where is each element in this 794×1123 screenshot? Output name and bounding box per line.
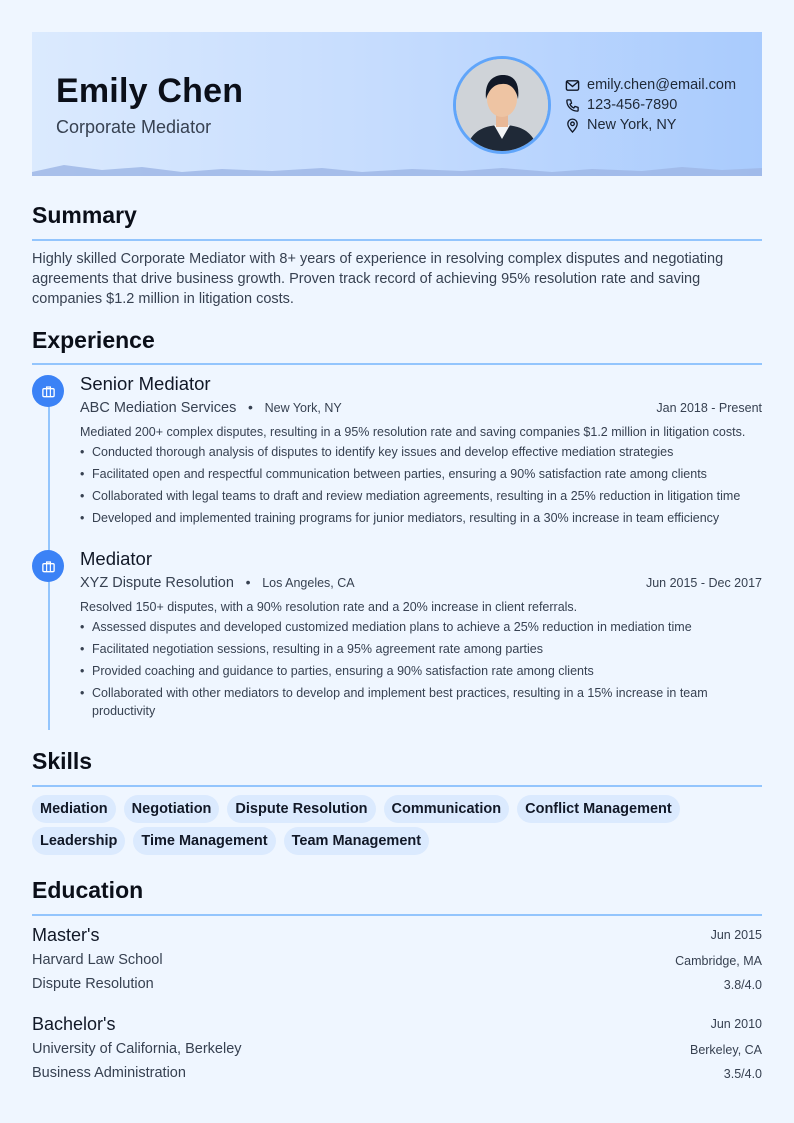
education-field-row (32, 1064, 762, 1088)
skill-tag: Conflict Management (517, 795, 680, 823)
experience-heading: Experience (32, 327, 155, 353)
job-dates: Jun 2015 - Dec 2017 (645, 576, 762, 590)
skills-divider (32, 785, 762, 787)
job-icon (32, 550, 64, 582)
location-pin-icon (565, 118, 580, 133)
contact-location (565, 115, 736, 135)
avatar (453, 56, 551, 154)
skills-list (32, 795, 762, 855)
contact-email-text: emily.chen@email.com (587, 77, 737, 93)
contact-email[interactable] (565, 75, 736, 95)
job-bullet: • Conducted thorough analysis of disputes to identify key issues and develop effective mediation strategies (80, 443, 762, 461)
contact-phone-text: 123-456-7890 (587, 97, 678, 113)
education-school: University of California, Berkeley (32, 1041, 242, 1057)
job-location: Los Angeles, CA (262, 576, 355, 590)
education-school-row (32, 951, 762, 975)
summary-heading: Summary (32, 202, 137, 228)
education-divider (32, 914, 762, 916)
job-title: Senior Mediator (80, 373, 211, 394)
meta-separator: • (240, 399, 261, 415)
education-heading: Education (32, 877, 144, 903)
education-date: Jun 2015 (710, 928, 762, 942)
job-description: Mediated 200+ complex disputes, resulting in a 95% resolution rate and saving companies $1.2 million in litigation costs. (80, 425, 746, 439)
job-body (80, 373, 762, 531)
profile-photo (456, 59, 548, 151)
header-wave-decoration (32, 160, 762, 176)
briefcase-icon (41, 559, 56, 574)
job-bullet: • Provided coaching and guidance to parties, ensuring a 90% satisfaction rate among clients (80, 662, 762, 680)
education-school-row (32, 1040, 762, 1064)
candidate-name: Emily Chen (56, 72, 244, 110)
job-meta (80, 399, 762, 421)
job-bullet: • Facilitated open and respectful communication between parties, ensuring a 90% satisfaction rate among clients (80, 465, 762, 483)
contact-phone[interactable] (565, 95, 736, 115)
education-date: Jun 2010 (710, 1017, 762, 1031)
skill-tag: Team Management (284, 827, 429, 855)
job-bullet: • Facilitated negotiation sessions, resulting in a 95% agreement rate among parties (80, 640, 762, 658)
job-location: New York, NY (264, 401, 342, 415)
skill-tag: Negotiation (124, 795, 220, 823)
education-school: Harvard Law School (32, 952, 163, 968)
job-bullet: • Collaborated with legal teams to draft and review mediation agreements, resulting in a 25% reduction in litigation time (80, 487, 762, 505)
job-bullet: • Collaborated with other mediators to develop and implement best practices, resulting in a 15% increase in team productivity (80, 684, 762, 720)
skill-tag: Mediation (32, 795, 116, 823)
skills-heading: Skills (32, 748, 93, 774)
experience-divider (32, 363, 762, 365)
meta-separator: • (237, 574, 259, 590)
education-field-row (32, 975, 762, 999)
contact-location-text: New York, NY (587, 117, 677, 133)
skill-tag: Leadership (32, 827, 125, 855)
briefcase-icon (41, 384, 56, 399)
summary-divider (32, 239, 762, 241)
education-location: Berkeley, CA (689, 1043, 762, 1057)
education-field: Business Administration (32, 1065, 186, 1081)
resume-page (32, 32, 762, 1081)
skill-tag: Dispute Resolution (227, 795, 375, 823)
skill-tag: Communication (384, 795, 510, 823)
job-company: XYZ Dispute Resolution (80, 575, 234, 591)
phone-icon (565, 98, 580, 113)
job-bullet: • Developed and implemented training programs for junior mediators, resulting in a 30% increase in team efficiency (80, 509, 762, 527)
education-entry (32, 1014, 762, 1088)
job-body (80, 548, 762, 724)
job-meta (80, 574, 762, 596)
contact-list (565, 75, 736, 135)
job-dates: Jan 2018 - Present (656, 401, 762, 415)
education-gpa: 3.8/4.0 (723, 978, 762, 992)
education-degree: Bachelor's (32, 1014, 116, 1034)
resume-header (32, 32, 762, 176)
mail-icon (565, 78, 580, 93)
job-bullets (80, 618, 762, 720)
education-location: Cambridge, MA (675, 954, 762, 968)
job-company: ABC Mediation Services (80, 400, 237, 416)
job-description: Resolved 150+ disputes, with a 90% resolution rate and a 20% increase in client referrals. (80, 600, 578, 614)
education-degree: Master's (32, 925, 100, 945)
summary-text: Highly skilled Corporate Mediator with 8+ years of experience in resolving complex disputes and negotiating agreements that drive business growth. Proven track record of achieving 95% resolution rate and saving companies $1.2 million in litigation costs. (32, 251, 724, 307)
job-title: Mediator (80, 548, 152, 569)
education-entry (32, 925, 762, 999)
education-degree-row (32, 925, 762, 951)
education-field: Dispute Resolution (32, 976, 154, 992)
job-icon (32, 375, 64, 407)
job-bullet: • Assessed disputes and developed customized mediation plans to achieve a 25% reduction in mediation time (80, 618, 762, 636)
education-gpa: 3.5/4.0 (723, 1067, 762, 1081)
skill-tag: Time Management (133, 827, 275, 855)
candidate-title: Corporate Mediator (56, 117, 212, 137)
education-degree-row (32, 1014, 762, 1040)
job-bullets (80, 443, 762, 527)
